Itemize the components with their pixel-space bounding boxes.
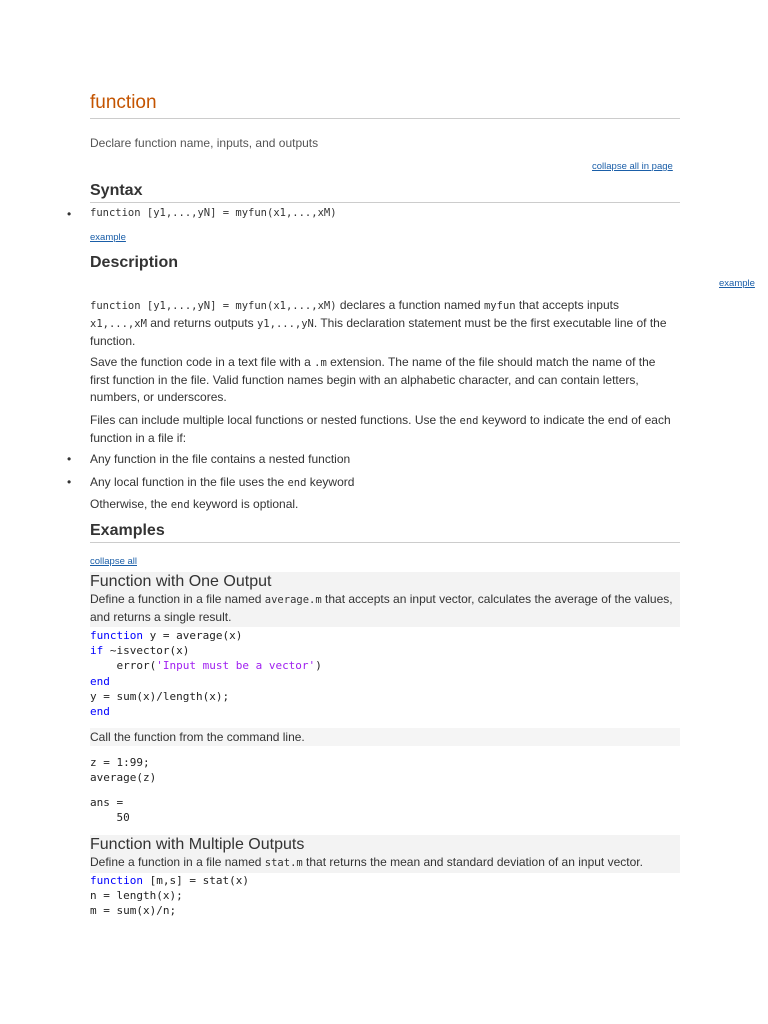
example-1-code: function y = average(x) if ~isvector(x) error('Input must be a vector') end y = sum(x)/length(x); end xyxy=(90,629,322,719)
description-heading: Description xyxy=(90,254,179,271)
collapse-all-link[interactable]: collapse all xyxy=(90,556,137,567)
list-item: Any function in the file contains a nested function xyxy=(90,452,351,466)
bullet-icon: • xyxy=(67,452,72,466)
call-instruction: Call the function from the command line. xyxy=(90,728,680,746)
command-line-code: z = 1:99; average(z) xyxy=(90,756,157,785)
bullet-icon: • xyxy=(67,207,72,221)
example-2-header[interactable] xyxy=(90,835,680,873)
description-paragraph-4: Otherwise, the end keyword is optional. xyxy=(90,497,299,511)
bullet-icon: • xyxy=(67,475,72,489)
example-1-title: Function with One Output xyxy=(90,573,272,590)
example-2-title: Function with Multiple Outputs xyxy=(90,836,305,853)
collapse-all-in-page-link[interactable]: collapse all in page xyxy=(592,161,673,172)
description-paragraph-3: Files can include multiple local functions or nested functions. Use the end keyword to indicate the end of each function in a file if: xyxy=(90,413,671,445)
syntax-heading: Syntax xyxy=(90,182,680,203)
syntax-line: function [y1,...,yN] = myfun(x1,...,xM) xyxy=(90,207,337,219)
description-paragraph-2: Save the function code in a text file with a .m extension. The name of the file should match the name of the first function in the file. Valid function names begin with an alphabetic character, and can contain letters, numbers, or underscores. xyxy=(90,355,656,404)
page-purpose: Declare function name, inputs, and outputs xyxy=(90,136,319,150)
example-2-code: function [m,s] = stat(x) n = length(x); m = sum(x)/n; xyxy=(90,874,249,918)
description-example-link[interactable]: example xyxy=(719,278,755,289)
example-1-header[interactable] xyxy=(90,572,680,627)
example-1-description: Define a function in a file named average.m that accepts an input vector, calculates the average of the values, and returns a single result. xyxy=(90,592,673,624)
list-item: Any local function in the file uses the end keyword xyxy=(90,475,355,489)
example-2-description: Define a function in a file named stat.m that returns the mean and standard deviation of an input vector. xyxy=(90,855,643,869)
page-title: function xyxy=(90,92,680,119)
description-paragraph-1: function [y1,...,yN] = myfun(x1,...,xM) declares a function named myfun that accepts inputs x1,...,xM and returns outputs y1,...,yN. This declaration statement must be the first executable line of the function. xyxy=(90,298,667,348)
examples-heading: Examples xyxy=(90,522,680,543)
syntax-example-link[interactable]: example xyxy=(90,232,126,243)
command-output: ans = 50 xyxy=(90,796,130,825)
